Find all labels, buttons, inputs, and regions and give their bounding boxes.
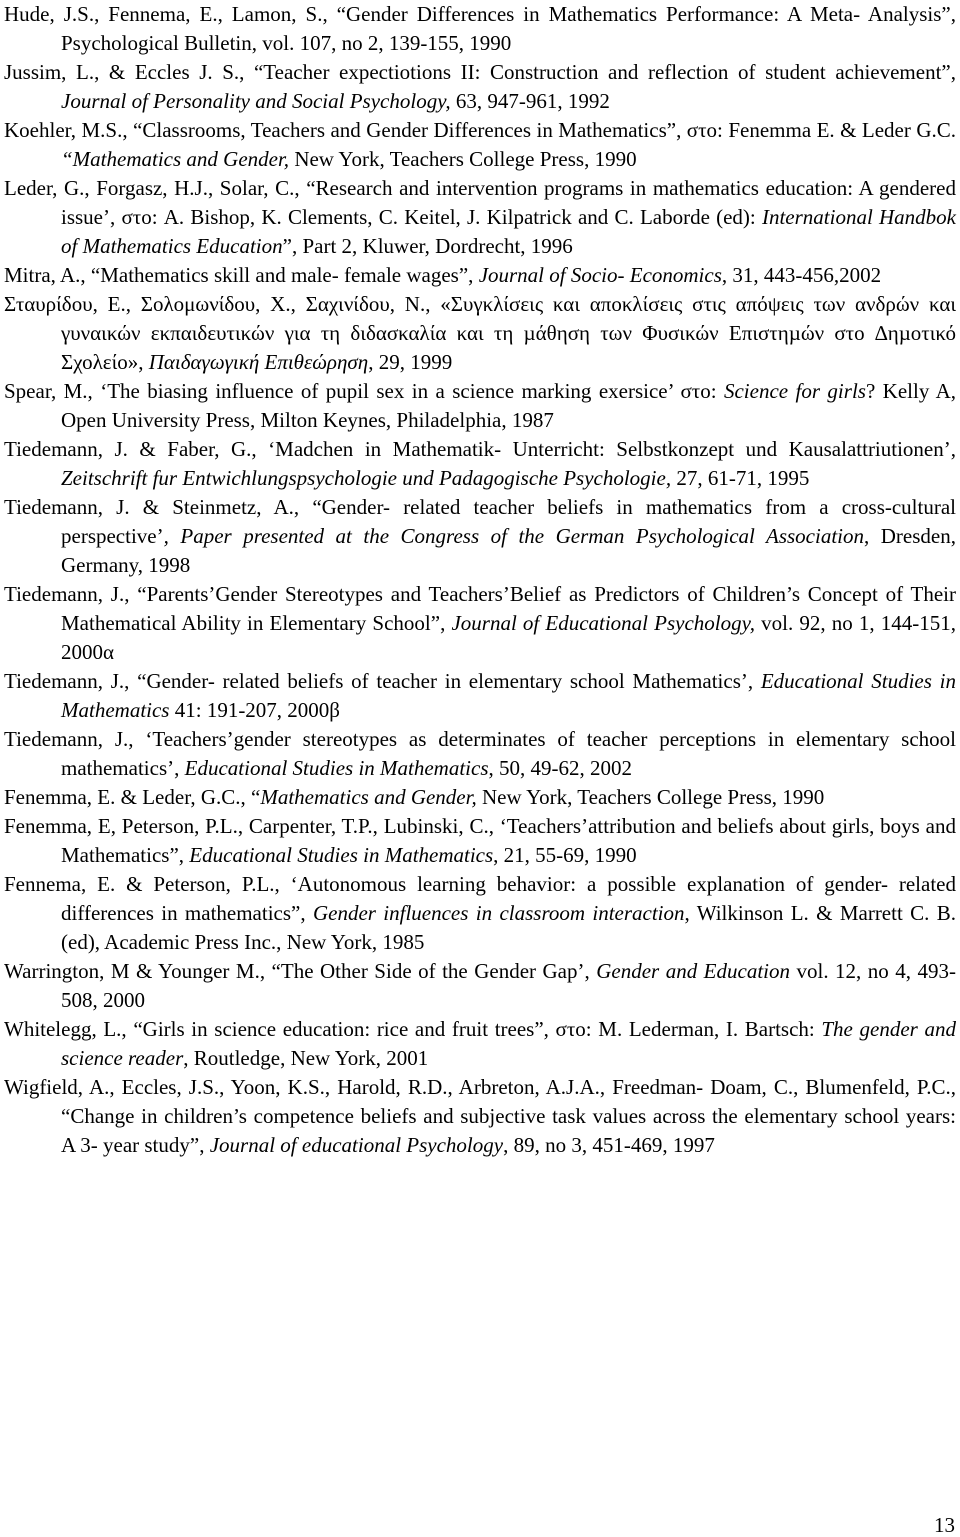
reference-text: Σταυρίδου, Ε., Σολομωνίδου, Χ., Σαχινίδου, Ν., «Συγκλίσεις και αποκλίσεις στις απόψεις των ανδρών και γυναικών εκπαιδευτικών για τη διδασκαλία και τη µάθηση των Φυσικών Επιστηµών στο ∆ηµοτικό Σχολείο», xyxy=(4,292,956,374)
reference-italic-text: Journal of Personality and Social Psychology, xyxy=(61,89,451,113)
reference-entry xyxy=(4,58,956,116)
reference-text: , Dresden, Germany, 1998 xyxy=(61,524,956,577)
reference-entry xyxy=(4,957,956,1015)
reference-text: Whitelegg, L., “Girls in science education: rice and fruit trees”, στο: M. Lederman, I. Bartsch: xyxy=(4,1017,822,1041)
reference-text: , Routledge, New York, 2001 xyxy=(183,1046,429,1070)
reference-italic-text: Educational Studies in Mathematics xyxy=(61,669,956,722)
page-number: 13 xyxy=(934,1513,955,1537)
reference-text: Tiedemann, J., “Gender- related beliefs of teacher in elementary school Mathematics’, xyxy=(4,669,761,693)
reference-entry xyxy=(4,1015,956,1073)
reference-italic-text: Zeitschrift fur Entwichlungspsychologie und Padagogische Psychologie, xyxy=(61,466,672,490)
reference-entry xyxy=(4,435,956,493)
reference-entry xyxy=(4,870,956,957)
reference-text: Tiedemann, J. & Steinmetz, A., “Gender- related teacher beliefs in mathematics from a cross-cultural perspective’ xyxy=(4,495,956,548)
reference-text: , 50, 49-62, 2002 xyxy=(488,756,632,780)
reference-text: ”, Part 2, Kluwer, Dordrecht, 1996 xyxy=(282,234,573,258)
reference-text: Tiedemann, J., ‘Teachers’gender stereotypes as determinates of teacher perceptions in elementary school mathematics’, xyxy=(4,727,956,780)
reference-text: Jussim, L., & Eccles J. S., “Teacher expectiotions II: Construction and reflection of student achievement”, xyxy=(4,60,956,84)
reference-italic-text: “Mathematics and Gender, xyxy=(61,147,290,171)
reference-text: , 31, 443-456,2002 xyxy=(721,263,882,287)
reference-entry xyxy=(4,725,956,783)
reference-italic-text: Educational Studies in Mathematics xyxy=(189,843,494,867)
reference-text: 27, 61-71, 1995 xyxy=(671,466,810,490)
reference-text: 63, 947-961, 1992 xyxy=(450,89,610,113)
reference-entry xyxy=(4,174,956,261)
reference-text: Wigfield, A., Eccles, J.S., Yoon, K.S., Harold, R.D., Arbreton, A.J.A., Freedman- Doam, C., Blumenfeld, P.C., “Change in children’s competence beliefs and subjective task values across the elementary school years: A 3- year study”, xyxy=(4,1075,956,1157)
reference-entry xyxy=(4,261,956,290)
reference-text: , 89, no 3, 451-469, 1997 xyxy=(503,1133,715,1157)
reference-text: 41: 191-207, 2000β xyxy=(169,698,340,722)
reference-italic-text: Mathematics and Gender, xyxy=(260,785,477,809)
reference-text: , Wilkinson L. & Marrett C. B. (ed), Academic Press Inc., New York, 1985 xyxy=(61,901,956,954)
reference-italic-text: Journal of educational Psychology xyxy=(209,1133,504,1157)
reference-italic-text: Journal of Educational Psychology, xyxy=(451,611,756,635)
reference-text: Leder, G., Forgasz, H.J., Solar, C., “Research and intervention programs in mathematics education: A gendered issue’, στο: A. Bishop, K. Clements, C. Keitel, J. Kilpatrick and C. Laborde (ed): xyxy=(4,176,956,229)
reference-entry xyxy=(4,812,956,870)
reference-text: Fennema, E. & Peterson, P.L., ‘Autonomous learning behavior: a possible explanation of gender- related differences in mathematics”, xyxy=(4,872,956,925)
reference-entry xyxy=(4,493,956,580)
reference-italic-text: Gender influences in classroom interaction xyxy=(312,901,685,925)
reference-text: , 21, 55-69, 1990 xyxy=(493,843,637,867)
reference-italic-text: Journal of Socio- Economics xyxy=(478,263,722,287)
reference-text: Koehler, M.S., “Classrooms, Teachers and Gender Differences in Mathematics”, στο: Fenemma E. & Leder G.C. xyxy=(4,118,956,142)
reference-italic-text: Παιδαγωγική Επιθεώρηση xyxy=(148,350,369,374)
reference-text: New York, Teachers College Press, 1990 xyxy=(289,147,637,171)
reference-text: Mitra, A., “Mathematics skill and male- female wages”, xyxy=(4,263,479,287)
reference-text: ? Kelly A, Open University Press, Milton Keynes, Philadelphia, 1987 xyxy=(61,379,957,432)
reference-entry xyxy=(4,116,956,174)
reference-text: Tiedemann, J., “Parents’Gender Stereotypes and Teachers’Belief as Predictors of Children’s Concept of Their Mathematical Ability in Elementary School”, xyxy=(4,582,956,635)
reference-text: , 29, 1999 xyxy=(368,350,453,374)
reference-entry xyxy=(4,377,956,435)
reference-italic-text: Gender and Education xyxy=(596,959,790,983)
reference-entry xyxy=(4,290,956,377)
reference-entry xyxy=(4,1073,956,1160)
reference-text: New York, Teachers College Press, 1990 xyxy=(476,785,825,809)
reference-entry xyxy=(4,783,956,812)
reference-entry xyxy=(4,0,956,58)
reference-text: vol. 12, no 4, 493-508, 2000 xyxy=(61,959,956,1012)
reference-italic-text: Educational Studies in Mathematics xyxy=(184,756,489,780)
reference-italic-text: The gender and science reader xyxy=(61,1017,956,1070)
reference-text: Hude, J.S., Fennema, E., Lamon, S., “Gender Differences in Mathematics Performance: A Meta- Analysis”, Psychological Bulletin, vol. 107, no 2, 139-155, 1990 xyxy=(4,2,956,55)
reference-text: Tiedemann, J. & Faber, G., ‘Madchen in Mathematik- Unterricht: Selbstkonzept und Kausalattriutionen’, xyxy=(4,437,956,461)
reference-list xyxy=(4,0,956,1160)
reference-text: Spear, M., ‘The biasing influence of pupil sex in a science marking exersice’ στο: xyxy=(4,379,724,403)
reference-text: Fenemma, E, Peterson, P.L., Carpenter, T.P., Lubinski, C., ‘Teachers’attribution and beliefs about girls, boys and Mathematics”, xyxy=(4,814,956,867)
reference-italic-text: Science for girls xyxy=(723,379,866,403)
reference-text: Fenemma, E. & Leder, G.C., “ xyxy=(4,785,261,809)
reference-italic-text: , Paper presented at the Congress of the German Psychological Association xyxy=(163,524,865,548)
reference-entry xyxy=(4,667,956,725)
reference-entry xyxy=(4,580,956,667)
reference-text: vol. 92, no 1, 144-151, 2000α xyxy=(61,611,957,664)
reference-text: Warrington, M & Younger M., “The Other Side of the Gender Gap’, xyxy=(4,959,597,983)
reference-italic-text: International Handbok of Mathematics Education xyxy=(61,205,956,258)
